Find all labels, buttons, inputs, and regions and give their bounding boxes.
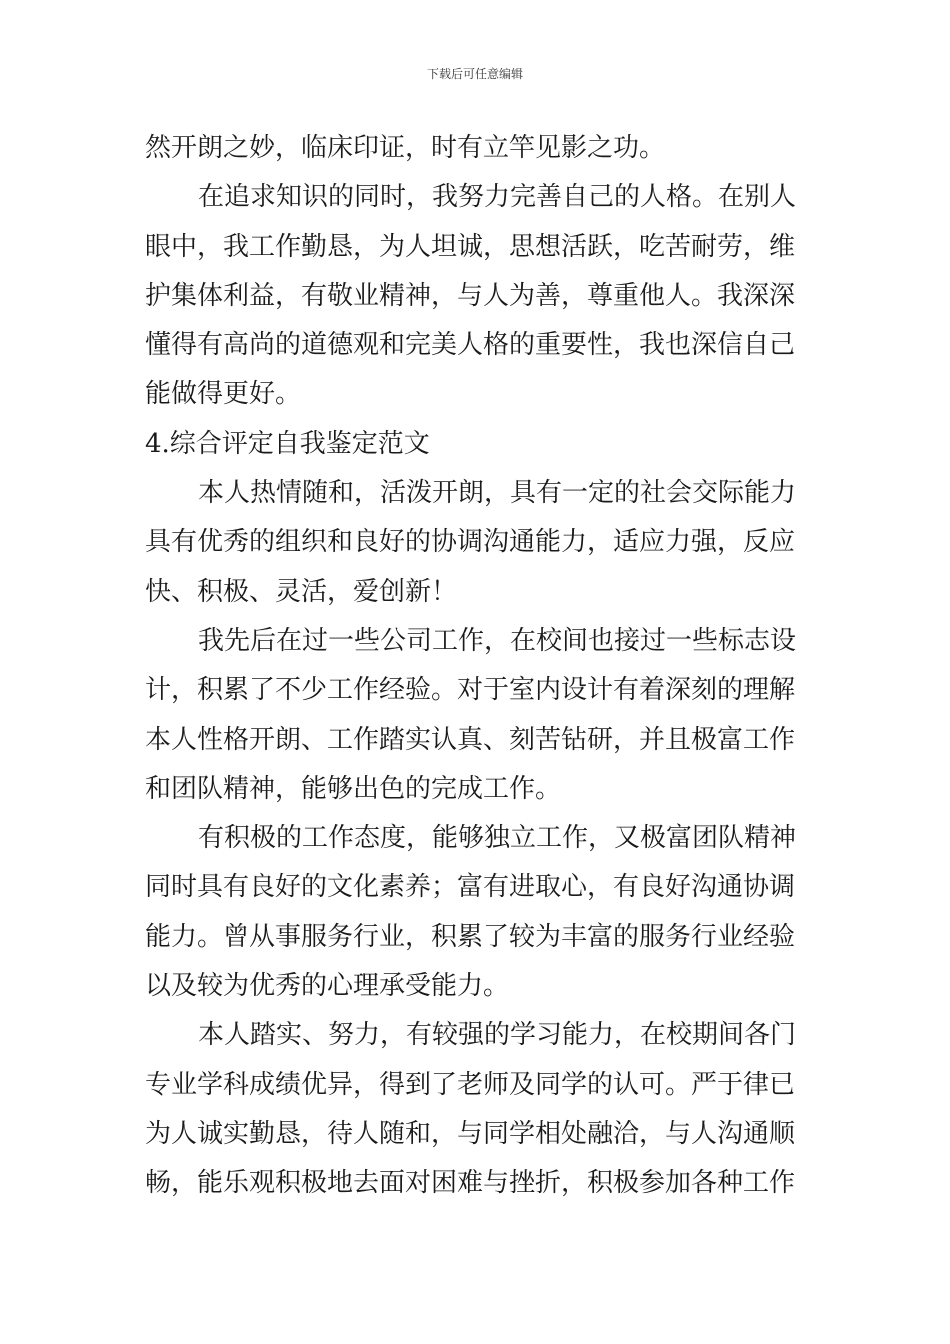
text-line: 本人性格开朗、工作踏实认真、刻苦钻研，并且极富工作 bbox=[145, 724, 796, 755]
text-line: 以及较为优秀的心理承受能力。 bbox=[145, 971, 510, 1002]
text-line: 懂得有高尚的道德观和完美人格的重要性，我也深信自己 bbox=[145, 330, 796, 361]
text-line: 有积极的工作态度，能够独立工作，又极富团队精神 bbox=[198, 823, 797, 854]
text-line: 眼中，我工作勤恳，为人坦诚，思想活跃，吃苦耐劳，维 bbox=[145, 231, 796, 262]
text-line: 为人诚实勤恳，待人随和，与同学相处融洽，与人沟通顺 bbox=[145, 1118, 796, 1149]
text-line: 具有优秀的组织和良好的协调沟通能力，适应力强，反应 bbox=[145, 527, 796, 558]
text-line: 同时具有良好的文化素养；富有进取心，有良好沟通协调 bbox=[145, 872, 796, 903]
text-line: 我先后在过一些公司工作，在校间也接过一些标志设 bbox=[198, 625, 797, 656]
text-line: 然开朗之妙，临床印证，时有立竿见影之功。 bbox=[145, 133, 666, 163]
text-line: 计，积累了不少工作经验。对于室内设计有着深刻的理解 bbox=[145, 675, 796, 706]
text-line: 护集体利益，有敬业精神，与人为善，尊重他人。我深深 bbox=[145, 280, 796, 311]
text-line: 专业学科成绩优异，得到了老师及同学的认可。严于律已 bbox=[145, 1069, 796, 1100]
text-line: 本人踏实、努力，有较强的学习能力，在校期间各门 bbox=[198, 1020, 797, 1051]
page-header: 下载后可任意编辑 bbox=[426, 67, 523, 81]
text-line: 本人热情随和，活泼开朗，具有一定的社会交际能力 bbox=[198, 478, 797, 509]
text-line: 和团队精神，能够出色的完成工作。 bbox=[145, 773, 562, 804]
text-line: 能做得更好。 bbox=[145, 379, 302, 410]
text-line: 快、积极、灵活，爱创新！ bbox=[145, 576, 458, 607]
text-line: 能力。曾从事服务行业，积累了较为丰富的服务行业经验 bbox=[145, 921, 796, 952]
text-line: 畅，能乐观积极地去面对困难与挫折，积极参加各种工作 bbox=[145, 1168, 796, 1199]
section-heading: 4.综合评定自我鉴定范文 bbox=[145, 428, 430, 459]
text-line: 在追求知识的同时，我努力完善自己的人格。在别人 bbox=[198, 182, 797, 213]
document-body bbox=[145, 124, 810, 1209]
